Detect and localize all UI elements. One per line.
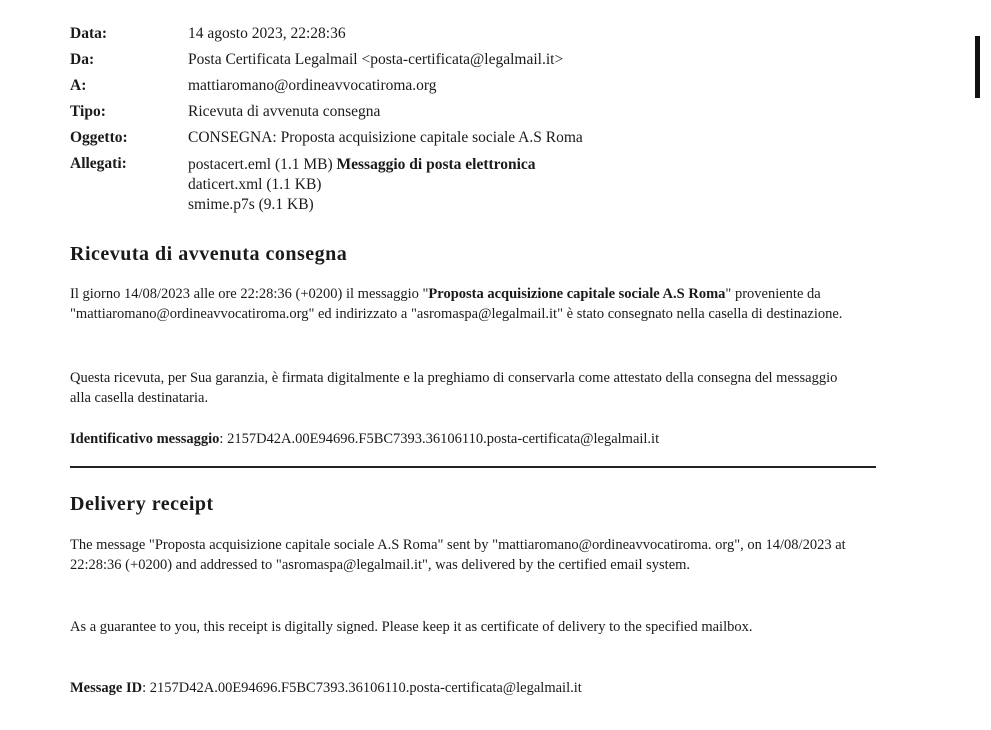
english-paragraph-1: The message "Proposta acquisizione capitale sociale A.S Roma" sent by "mattiaromano@ordineavvocatiroma. org", on 14/08/2023 at 22:28:36 (+0200) and addressed to "asromaspa@legalmail.it", was delivered by the certified email system.: [70, 537, 846, 573]
date-label: Data:: [70, 25, 108, 42]
italian-message-id: [70, 429, 850, 449]
scan-artifact-bar: [975, 36, 980, 98]
attachment-item[interactable]: [188, 175, 536, 195]
attachment-name[interactable]: postacert.eml (1.1 MB): [188, 156, 333, 173]
italian-p1-text-b: " proveniente da "mattiaromano@ordineavvocatiroma.org" ed indirizzato a "asromaspa@legalmail.it" è stato consegnato nella casella di destinazione.: [70, 286, 843, 322]
header-row-date: [70, 25, 890, 47]
attachments-list: [188, 155, 536, 215]
header-row-to: [70, 77, 890, 99]
section-divider: [70, 466, 876, 468]
italian-heading: Ricevuta di avvenuta consegna: [70, 243, 348, 265]
english-id-label: Message ID: [70, 680, 143, 696]
from-value: Posta Certificata Legalmail <posta-certificata@legalmail.it>: [188, 51, 564, 68]
attachment-item[interactable]: [188, 195, 536, 215]
attachment-name[interactable]: smime.p7s (9.1 KB): [188, 196, 314, 213]
type-value: Ricevuta di avvenuta consegna: [188, 103, 381, 120]
header-row-from: [70, 51, 890, 73]
attachment-item[interactable]: [188, 155, 536, 175]
italian-id-label: Identificativo messaggio: [70, 431, 220, 447]
english-message-id: [70, 678, 850, 698]
type-label: Tipo:: [70, 103, 106, 120]
attachment-description: Messaggio di posta elettronica: [336, 156, 536, 173]
header-row-subject: [70, 129, 890, 151]
date-value: 14 agosto 2023, 22:28:36: [188, 25, 346, 42]
receipt-document: [70, 25, 890, 696]
italian-p1-text-a: Il giorno 14/08/2023 alle ore 22:28:36 (+0200) il messaggio ": [70, 286, 429, 302]
italian-paragraph-2: Questa ricevuta, per Sua garanzia, è firmata digitalmente e la preghiamo di conservarla come attestato della consegna del messaggio alla casella destinataria.: [70, 370, 838, 406]
to-label: A:: [70, 77, 87, 94]
attachment-name[interactable]: daticert.xml (1.1 KB): [188, 176, 322, 193]
subject-value: CONSEGNA: Proposta acquisizione capitale sociale A.S Roma: [188, 129, 583, 146]
italian-id-value: : 2157D42A.00E94696.F5BC7393.36106110.posta-certificata@legalmail.it: [219, 431, 660, 447]
attachments-label: Allegati:: [70, 155, 127, 172]
to-value[interactable]: mattiaromano@ordineavvocatiroma.org: [188, 77, 437, 94]
message-header: [70, 25, 890, 213]
italian-paragraph-1: [70, 284, 850, 324]
english-paragraph-2: As a guarantee to you, this receipt is digitally signed. Please keep it as certificate of delivery to the specified mailbox.: [70, 619, 753, 635]
italian-p1-subject: Proposta acquisizione capitale sociale A.S Roma: [428, 286, 726, 302]
english-id-value: : 2157D42A.00E94696.F5BC7393.36106110.posta-certificata@legalmail.it: [142, 680, 582, 696]
from-label: Da:: [70, 51, 95, 68]
english-heading: Delivery receipt: [70, 493, 214, 515]
header-row-type: [70, 103, 890, 125]
header-row-attachments: [70, 155, 890, 217]
subject-label: Oggetto:: [70, 129, 128, 146]
